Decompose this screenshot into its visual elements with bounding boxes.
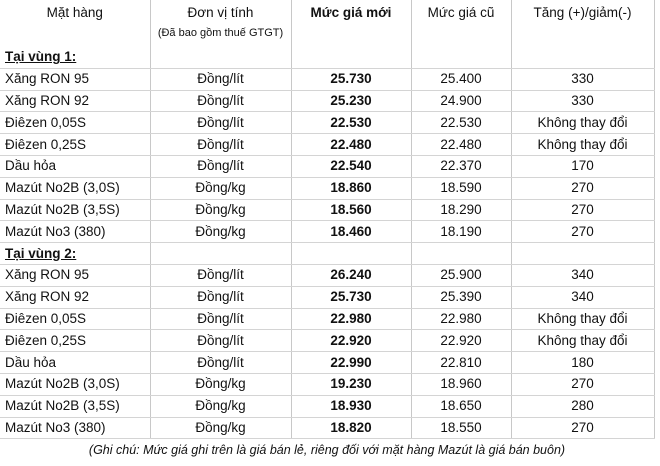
footnote: (Ghi chú: Mức giá ghi trên là giá bán lẻ, riêng đối với mặt hàng Mazút là giá bán buôn) xyxy=(88,443,566,458)
old-price-cell: 18.650 xyxy=(411,395,511,417)
old-price-cell: 18.190 xyxy=(411,221,511,243)
table-row xyxy=(0,112,654,134)
change-cell: 170 xyxy=(511,155,654,177)
unit-cell: Đồng/lít xyxy=(150,308,291,330)
table-row xyxy=(0,199,654,221)
region-label-cell xyxy=(0,47,150,68)
table-row xyxy=(0,221,654,243)
old-price-cell: 25.390 xyxy=(411,286,511,308)
new-price-cell: 22.920 xyxy=(291,330,411,352)
table-row xyxy=(0,264,654,286)
old-price-cell: 25.400 xyxy=(411,68,511,90)
item-cell: Mazút No2B (3,0S) xyxy=(0,177,150,199)
item-cell: Mazút No3 (380) xyxy=(0,417,150,439)
item-cell: Dầu hỏa xyxy=(0,352,150,374)
change-cell: 280 xyxy=(511,395,654,417)
new-price-cell: 25.730 xyxy=(291,68,411,90)
item-cell: Xăng RON 95 xyxy=(0,264,150,286)
unit-cell: Đồng/lít xyxy=(150,330,291,352)
empty-cell xyxy=(511,243,654,265)
table-row xyxy=(0,330,654,352)
item-cell: Điêzen 0,25S xyxy=(0,330,150,352)
old-price-cell: 22.370 xyxy=(411,155,511,177)
old-price-cell: 18.290 xyxy=(411,199,511,221)
change-cell: 270 xyxy=(511,373,654,395)
header-change: Tăng (+)/giảm(-) xyxy=(511,0,654,47)
table-row xyxy=(0,134,654,156)
change-cell: 330 xyxy=(511,68,654,90)
old-price-cell: 24.900 xyxy=(411,90,511,112)
old-price-cell: 18.960 xyxy=(411,373,511,395)
item-cell: Xăng RON 92 xyxy=(0,90,150,112)
old-price-cell: 25.900 xyxy=(411,264,511,286)
region-label: Tại vùng 2: xyxy=(5,245,77,261)
empty-cell xyxy=(511,47,654,68)
unit-cell: Đồng/kg xyxy=(150,373,291,395)
empty-cell xyxy=(411,243,511,265)
change-cell: 270 xyxy=(511,221,654,243)
new-price-cell: 22.990 xyxy=(291,352,411,374)
new-price-cell: 18.930 xyxy=(291,395,411,417)
header-item: Mặt hàng xyxy=(0,0,150,47)
old-price-cell: 18.550 xyxy=(411,417,511,439)
empty-cell xyxy=(411,47,511,68)
item-cell: Xăng RON 95 xyxy=(0,68,150,90)
unit-cell: Đồng/kg xyxy=(150,199,291,221)
empty-cell xyxy=(150,47,291,68)
unit-cell: Đồng/kg xyxy=(150,221,291,243)
item-cell: Mazút No3 (380) xyxy=(0,221,150,243)
change-cell: 340 xyxy=(511,286,654,308)
unit-cell: Đồng/lít xyxy=(150,68,291,90)
old-price-cell: 22.480 xyxy=(411,134,511,156)
unit-cell: Đồng/lít xyxy=(150,90,291,112)
old-price-cell: 18.590 xyxy=(411,177,511,199)
unit-cell: Đồng/lít xyxy=(150,286,291,308)
table-row xyxy=(0,308,654,330)
new-price-cell: 18.460 xyxy=(291,221,411,243)
new-price-cell: 18.820 xyxy=(291,417,411,439)
header-new-price: Mức giá mới xyxy=(291,0,411,47)
old-price-cell: 22.920 xyxy=(411,330,511,352)
change-cell: Không thay đổi xyxy=(511,330,654,352)
header-unit-label: Đơn vị tính xyxy=(187,5,254,20)
table-row xyxy=(0,286,654,308)
table-header-row xyxy=(0,0,654,47)
empty-cell xyxy=(291,243,411,265)
change-cell: 340 xyxy=(511,264,654,286)
unit-cell: Đồng/lít xyxy=(150,155,291,177)
new-price-cell: 19.230 xyxy=(291,373,411,395)
change-cell: Không thay đổi xyxy=(511,112,654,134)
table-row xyxy=(0,352,654,374)
change-cell: Không thay đổi xyxy=(511,308,654,330)
header-old-price: Mức giá cũ xyxy=(411,0,511,47)
unit-cell: Đồng/lít xyxy=(150,112,291,134)
table-row xyxy=(0,68,654,90)
table-body xyxy=(0,47,654,439)
new-price-cell: 18.860 xyxy=(291,177,411,199)
table-row xyxy=(0,395,654,417)
empty-cell xyxy=(291,47,411,68)
unit-cell: Đồng/lít xyxy=(150,352,291,374)
old-price-cell: 22.810 xyxy=(411,352,511,374)
new-price-cell: 26.240 xyxy=(291,264,411,286)
unit-cell: Đồng/lít xyxy=(150,264,291,286)
header-unit xyxy=(150,0,291,47)
region-label-cell xyxy=(0,243,150,265)
new-price-cell: 22.530 xyxy=(291,112,411,134)
unit-cell: Đồng/kg xyxy=(150,177,291,199)
change-cell: 270 xyxy=(511,177,654,199)
item-cell: Điêzen 0,25S xyxy=(0,134,150,156)
change-cell: 270 xyxy=(511,417,654,439)
table-row xyxy=(0,417,654,439)
new-price-cell: 25.230 xyxy=(291,90,411,112)
region-label: Tại vùng 1: xyxy=(5,49,77,65)
new-price-cell: 22.540 xyxy=(291,155,411,177)
change-cell: 180 xyxy=(511,352,654,374)
note-row xyxy=(0,439,654,462)
table-row xyxy=(0,373,654,395)
header-unit-sub: (Đã bao gồm thuế GTGT) xyxy=(157,27,284,39)
old-price-cell: 22.980 xyxy=(411,308,511,330)
new-price-cell: 25.730 xyxy=(291,286,411,308)
item-cell: Mazút No2B (3,0S) xyxy=(0,373,150,395)
unit-cell: Đồng/kg xyxy=(150,395,291,417)
table-row xyxy=(0,155,654,177)
change-cell: 330 xyxy=(511,90,654,112)
new-price-cell: 18.560 xyxy=(291,199,411,221)
item-cell: Xăng RON 92 xyxy=(0,286,150,308)
region-header-row xyxy=(0,243,654,265)
item-cell: Mazút No2B (3,5S) xyxy=(0,395,150,417)
new-price-cell: 22.980 xyxy=(291,308,411,330)
empty-cell xyxy=(150,243,291,265)
item-cell: Điêzen 0,05S xyxy=(0,308,150,330)
unit-cell: Đồng/kg xyxy=(150,417,291,439)
new-price-cell: 22.480 xyxy=(291,134,411,156)
unit-cell: Đồng/lít xyxy=(150,134,291,156)
region-header-row xyxy=(0,47,654,68)
item-cell: Điêzen 0,05S xyxy=(0,112,150,134)
change-cell: Không thay đổi xyxy=(511,134,654,156)
change-cell: 270 xyxy=(511,199,654,221)
old-price-cell: 22.530 xyxy=(411,112,511,134)
item-cell: Dầu hỏa xyxy=(0,155,150,177)
table-row xyxy=(0,90,654,112)
table-row xyxy=(0,177,654,199)
item-cell: Mazút No2B (3,5S) xyxy=(0,199,150,221)
